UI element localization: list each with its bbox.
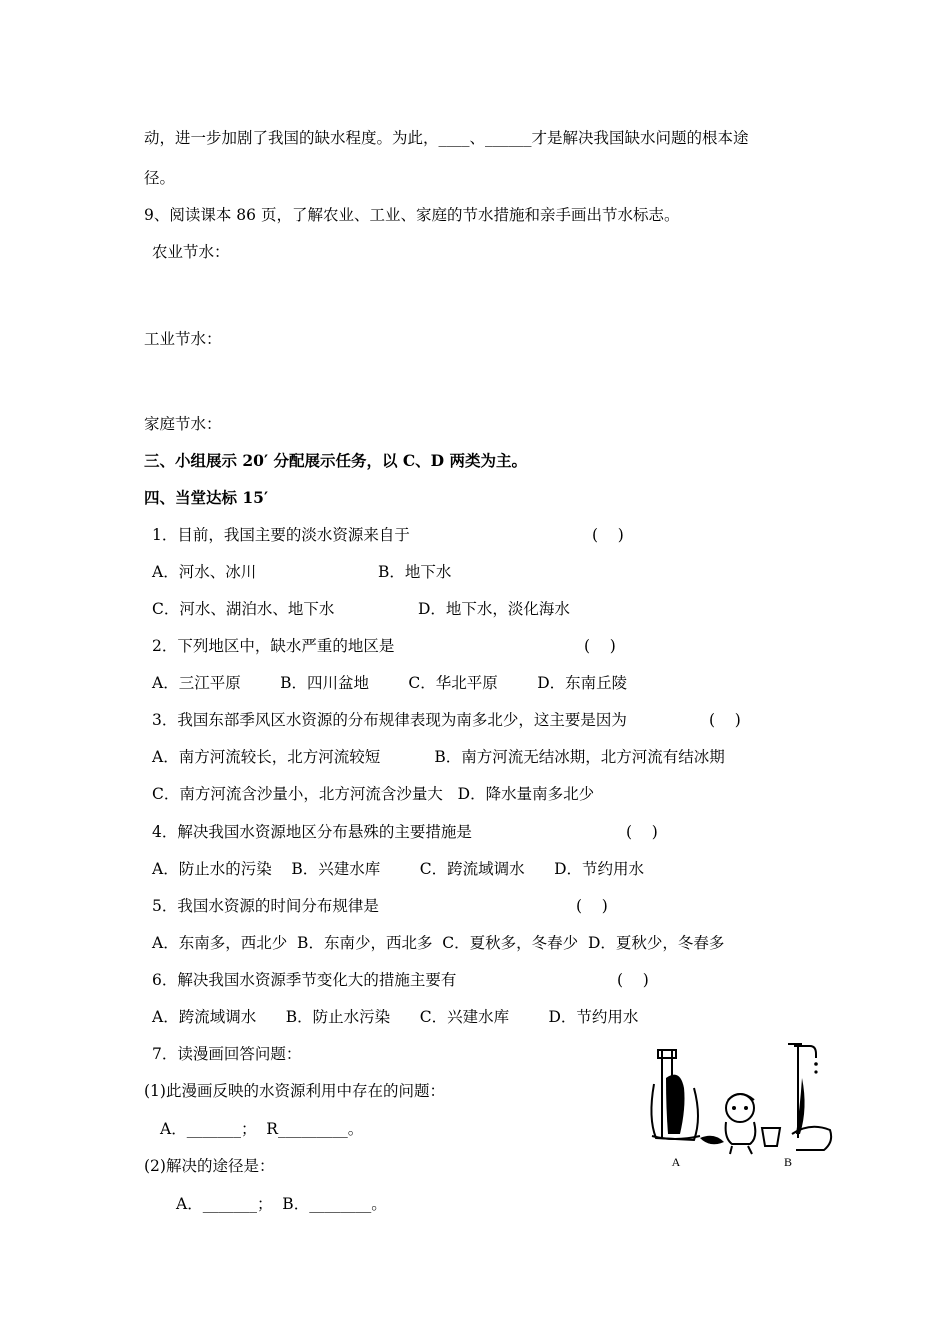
option-d: D．地下水，淡化海水 bbox=[418, 600, 570, 618]
text-line: 径。 bbox=[144, 169, 176, 187]
answer-paren: ( ) bbox=[626, 823, 658, 841]
question-1: 1．目前，我国主要的淡水资源来自于 bbox=[152, 526, 410, 544]
question-2-options: A．三江平原 B．四川盆地 C．华北平原 D．东南丘陵 bbox=[152, 674, 628, 692]
question-7: 7．读漫画回答问题： bbox=[152, 1045, 302, 1063]
question-7-part-1-answer: A．_______； R_________。 bbox=[160, 1120, 364, 1138]
question-6: 6．解决我国水资源季节变化大的措施主要有 bbox=[152, 971, 457, 989]
industry-label: 工业节水： bbox=[144, 330, 222, 348]
section-3-heading: 三、小组展示 20′ 分配展示任务，以 C、D 两类为主。 bbox=[144, 451, 528, 470]
text-line: 动，进一步加剧了我国的缺水程度。为此，____、______才是解决我国缺水问题的根本途 bbox=[144, 129, 749, 147]
answer-paren: ( ) bbox=[709, 711, 741, 729]
question-6-options: A．跨流域调水 B．防止水污染 C．兴建水库 D．节约用水 bbox=[152, 1008, 639, 1026]
household-label: 家庭节水： bbox=[144, 415, 222, 433]
question-9: 9、阅读课本 86 页，了解农业、工业、家庭的节水措施和亲手画出节水标志。 bbox=[144, 206, 680, 224]
cartoon-label-a: A bbox=[671, 1155, 681, 1169]
answer-paren: ( ) bbox=[592, 526, 624, 544]
question-5-options: A．东南多，西北少 B．东南少，西北多 C．夏秋多，冬春少 D．夏秋少，冬春多 bbox=[152, 934, 725, 952]
answer-paren: ( ) bbox=[584, 637, 616, 655]
cartoon-label-b: B bbox=[783, 1155, 793, 1169]
question-7-part-2-answer: A．_______； B．________。 bbox=[176, 1195, 387, 1213]
answer-paren: ( ) bbox=[576, 897, 608, 915]
question-5: 5．我国水资源的时间分布规律是 bbox=[152, 897, 379, 915]
question-4: 4．解决我国水资源地区分布悬殊的主要措施是 bbox=[152, 823, 472, 841]
question-2: 2．下列地区中，缺水严重的地区是 bbox=[152, 637, 395, 655]
answer-paren: ( ) bbox=[617, 971, 649, 989]
agriculture-label: 农业节水： bbox=[152, 243, 230, 261]
question-4-options: A．防止水的污染 B．兴建水库 C．跨流域调水 D．节约用水 bbox=[152, 860, 645, 878]
question-7-part-1: (1)此漫画反映的水资源利用中存在的问题： bbox=[144, 1082, 445, 1100]
question-3-options-cd: C．南方河流含沙量小，北方河流含沙量大 D．降水量南多北少 bbox=[152, 785, 595, 803]
option-c: C．河水、湖泊水、地下水 bbox=[152, 600, 335, 618]
option-b: B．地下水 bbox=[378, 563, 452, 581]
option-a: A．河水、冰川 bbox=[152, 563, 257, 581]
question-3-options-ab: A．南方河流较长，北方河流较短 B．南方河流无结冰期，北方河流有结冰期 bbox=[152, 748, 725, 766]
question-7-part-2: (2)解决的途径是： bbox=[144, 1157, 275, 1175]
section-4-heading: 四、当堂达标 15′ bbox=[144, 488, 269, 507]
water-waste-cartoon bbox=[640, 1038, 840, 1170]
question-3: 3．我国东部季风区水资源的分布规律表现为南多北少，这主要是因为 bbox=[152, 711, 627, 729]
